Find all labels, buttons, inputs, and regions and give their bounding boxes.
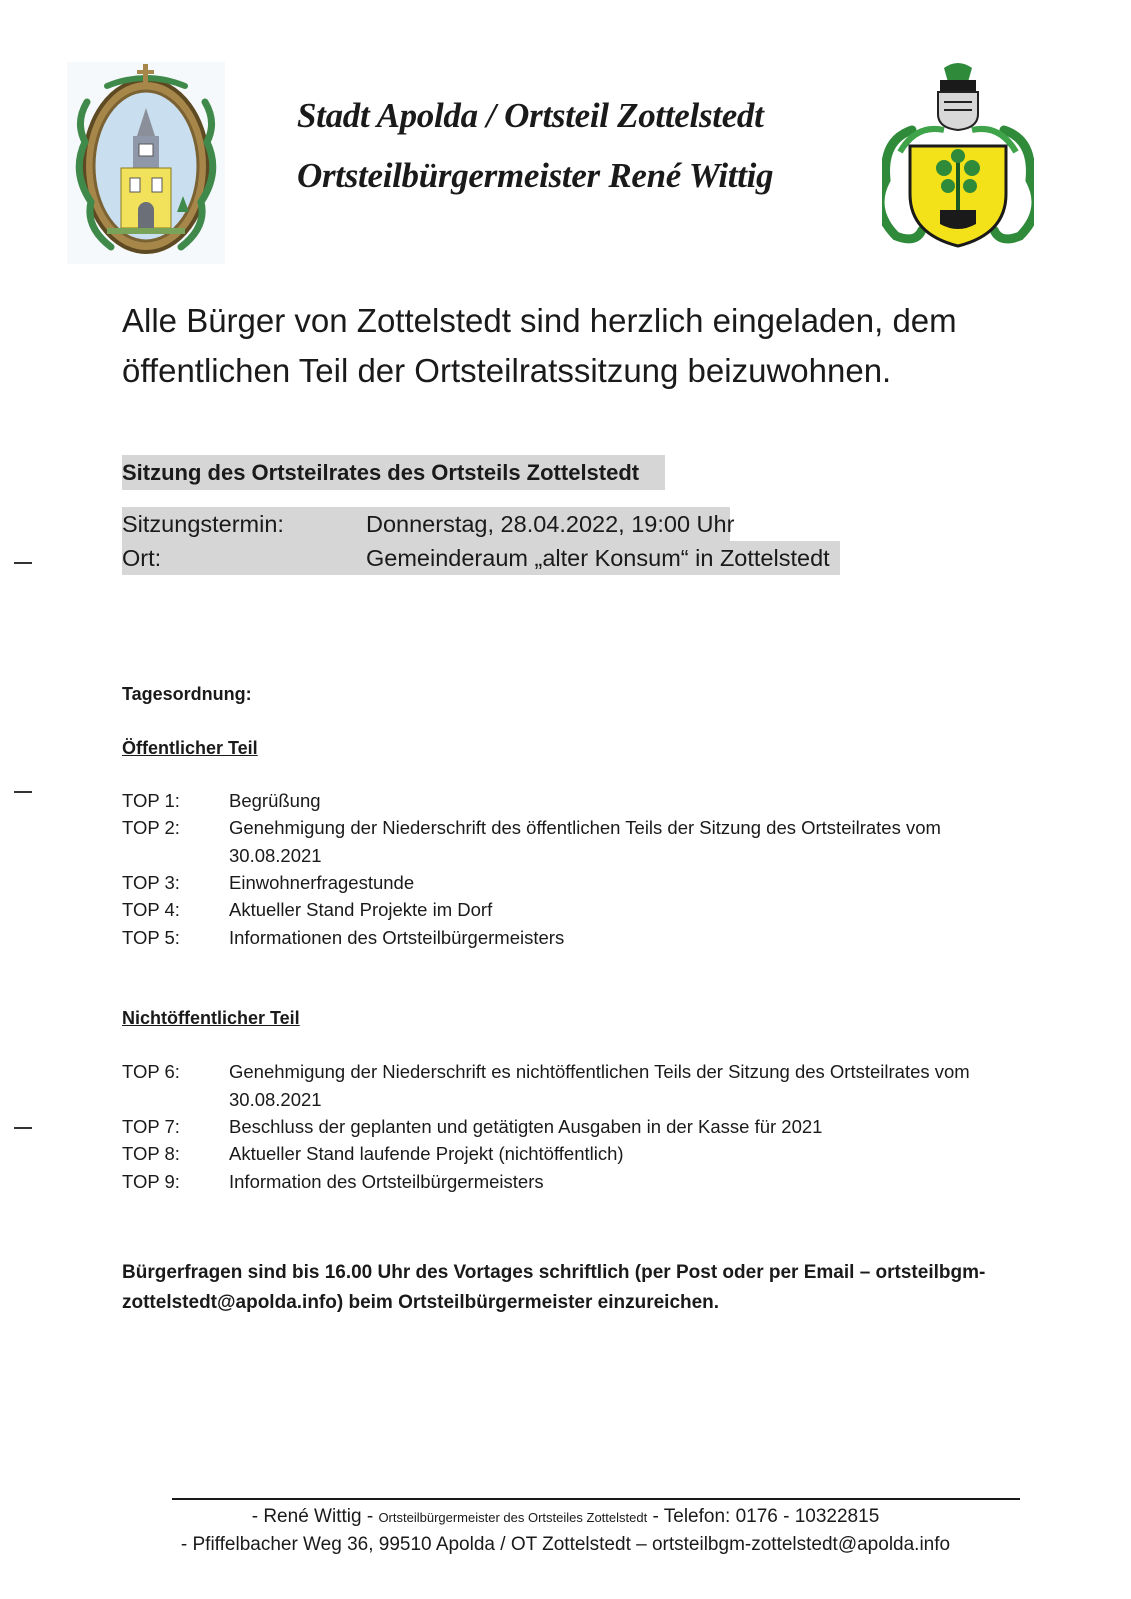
agenda-item-text: Aktueller Stand Projekte im Dorf (229, 899, 493, 920)
agenda-item-number: TOP 5: (122, 927, 180, 948)
church-logo-icon (67, 62, 225, 264)
agenda-item-text: Aktueller Stand laufende Projekt (nichtöffentlich) (229, 1143, 624, 1164)
footer-role: Ortsteilbürgermeister des Ortsteiles Zottelstedt (378, 1510, 648, 1525)
footer-phone: - Telefon: 0176 - 10322815 (652, 1506, 880, 1527)
coat-of-arms-icon (882, 60, 1034, 252)
citizen-questions-note: Bürgerfragen sind bis 16.00 Uhr des Vortages schriftlich (per Post oder per Email – ortsteilbgm-zottelstedt@apolda.info) beim Ortsteilbürgermeister einzureichen. (122, 1262, 986, 1313)
public-section-heading: Öffentlicher Teil (122, 738, 258, 758)
invitation-text (122, 296, 1052, 396)
private-section-heading: Nichtöffentlicher Teil (122, 1008, 300, 1028)
session-place-value: Gemeinderaum „alter Konsum“ in Zottelstedt (366, 545, 830, 571)
session-place-row (122, 541, 840, 575)
agenda-item-number: TOP 2: (122, 817, 180, 838)
agenda-item-number: TOP 6: (122, 1061, 180, 1082)
footer-divider (172, 1498, 1020, 1500)
agenda-item-text: Information des Ortsteilbürgermeisters (229, 1171, 544, 1192)
agenda-item-number: TOP 1: (122, 790, 180, 811)
margin-mark (14, 562, 32, 564)
footer-name: - René Wittig - (251, 1506, 374, 1527)
agenda-item-number: TOP 4: (122, 899, 180, 920)
session-title: Sitzung des Ortsteilrates des Ortsteils Zottelstedt (122, 455, 665, 490)
session-date-row (122, 507, 735, 541)
margin-mark (14, 791, 32, 793)
agenda-item-number: TOP 9: (122, 1171, 180, 1192)
session-date-label: Sitzungstermin: (122, 511, 284, 537)
footer-contact-line (0, 1506, 1131, 1528)
session-date-value: Donnerstag, 28.04.2022, 19:00 Uhr (366, 511, 735, 537)
agenda-item-text: Begrüßung (229, 790, 321, 811)
agenda-item-number: TOP 7: (122, 1116, 180, 1137)
invitation-line-2: öffentlichen Teil der Ortsteilratssitzung beizuwohnen. (122, 352, 892, 389)
footer-address: - Pfiffelbacher Weg 36, 99510 Apolda / OT Zottelstedt – ortsteilbgm-zottelstedt@apolda.info (180, 1534, 951, 1555)
header-town-title: Stadt Apolda / Ortsteil Zottelstedt (297, 96, 764, 135)
agenda-item-text: Einwohnerfragestunde (229, 872, 415, 893)
agenda-item-number: TOP 3: (122, 872, 180, 893)
agenda-item-number: TOP 8: (122, 1143, 180, 1164)
margin-mark (14, 1127, 32, 1129)
session-place-label: Ort: (122, 545, 162, 571)
agenda-item-text: Informationen des Ortsteilbürgermeisters (229, 927, 565, 948)
agenda-item-text: Genehmigung der Niederschrift des öffentlichen Teils der Sitzung des Ortsteilrates vom 30.08.2021 (229, 817, 941, 866)
invitation-line-1: Alle Bürger von Zottelstedt sind herzlich eingeladen, dem (122, 302, 957, 339)
header-mayor-title: Ortsteilbürgermeister René Wittig (297, 156, 774, 195)
agenda-heading: Tagesordnung: (122, 684, 252, 704)
agenda-item-text: Beschluss der geplanten und getätigten Ausgaben in der Kasse für 2021 (229, 1116, 823, 1137)
agenda-item-text: Genehmigung der Niederschrift es nichtöffentlichen Teils der Sitzung des Ortsteilrates vom 30.08.2021 (229, 1061, 970, 1110)
